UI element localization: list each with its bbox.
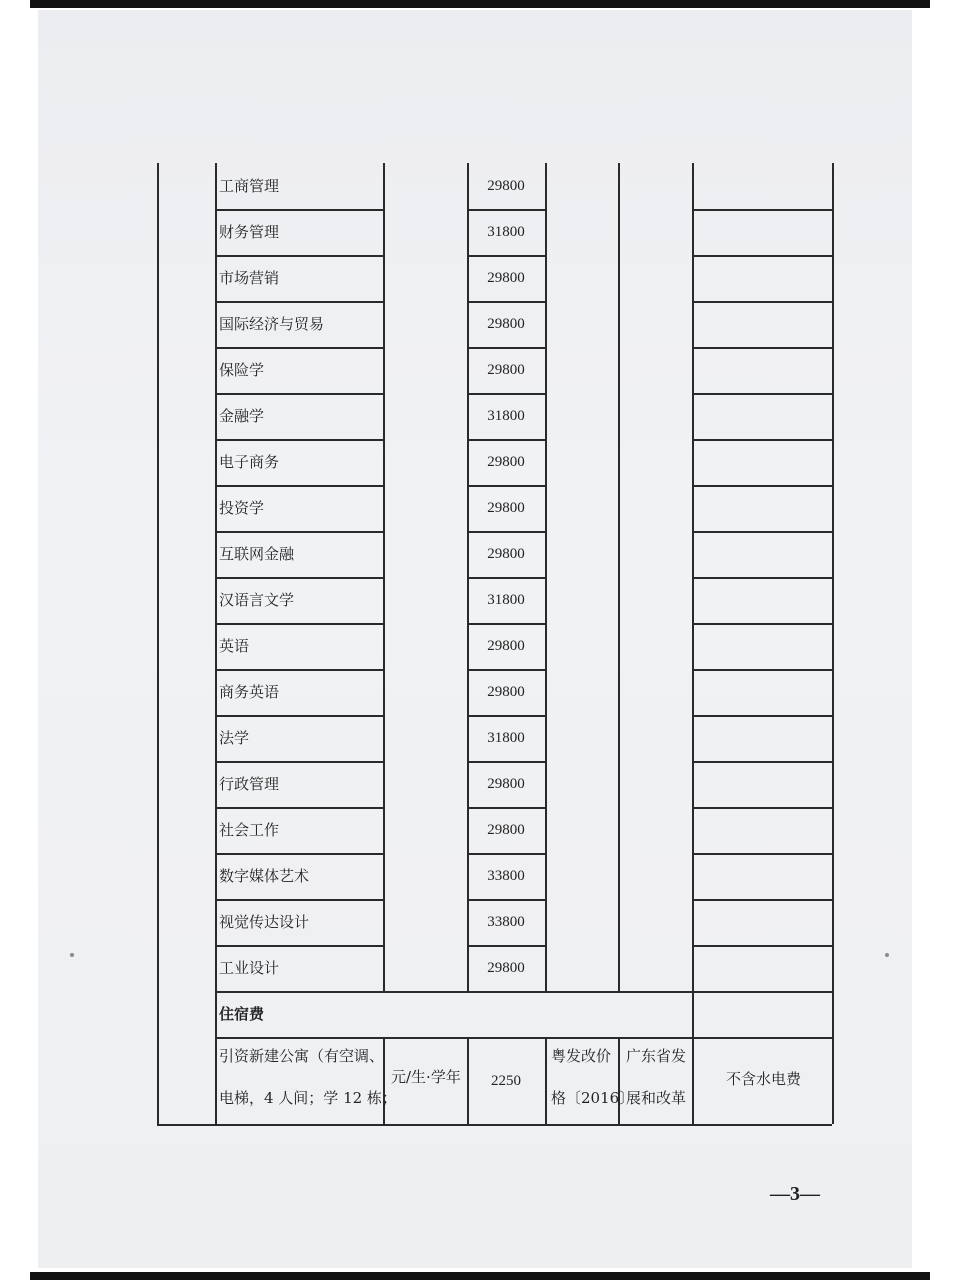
row-border xyxy=(692,301,832,303)
row-border xyxy=(215,255,383,257)
tuition-fee: 29800 xyxy=(487,546,525,562)
row-border xyxy=(215,347,383,349)
row-border xyxy=(467,853,545,855)
row-border xyxy=(215,531,383,533)
major-name: 商务英语 xyxy=(219,683,280,701)
row-border xyxy=(692,439,832,441)
major-name: 工业设计 xyxy=(219,959,280,977)
row-border xyxy=(215,945,383,947)
major-name: 汉语言文学 xyxy=(219,591,295,609)
tuition-fee: 31800 xyxy=(487,730,525,746)
row-border xyxy=(692,577,832,579)
scan-speck xyxy=(885,953,889,957)
tuition-fee: 29800 xyxy=(487,500,525,516)
row-border xyxy=(467,899,545,901)
row-border xyxy=(467,577,545,579)
row-border xyxy=(692,715,832,717)
row-border xyxy=(467,347,545,349)
tuition-fee: 29800 xyxy=(487,822,525,838)
tuition-fee: 29800 xyxy=(487,454,525,470)
major-name: 工商管理 xyxy=(219,177,280,195)
tuition-fee: 29800 xyxy=(487,362,525,378)
row-border xyxy=(467,715,545,717)
row-border xyxy=(692,669,832,671)
row-border xyxy=(467,531,545,533)
tuition-fee: 29800 xyxy=(487,316,525,332)
column-border xyxy=(618,163,620,991)
outer-left-border xyxy=(157,163,159,1124)
row-border xyxy=(467,623,545,625)
accommodation-name: 引资新建公寓（有空调、 xyxy=(219,1047,385,1065)
row-border xyxy=(467,807,545,809)
row-border xyxy=(692,899,832,901)
row-border xyxy=(467,439,545,441)
outer-right-border xyxy=(832,163,834,1124)
column-border xyxy=(215,163,217,1124)
price-basis: 格〔2016〕 xyxy=(551,1089,635,1107)
tuition-fee: 29800 xyxy=(487,684,525,700)
tuition-fee: 29800 xyxy=(487,270,525,286)
row-border xyxy=(467,301,545,303)
major-name: 互联网金融 xyxy=(219,545,295,563)
row-border xyxy=(215,485,383,487)
row-border xyxy=(467,209,545,211)
tuition-fee: 31800 xyxy=(487,408,525,424)
major-name: 法学 xyxy=(219,729,250,747)
tuition-fee: 31800 xyxy=(487,592,525,608)
column-border xyxy=(545,1037,547,1124)
fee-note: 不含水电费 xyxy=(726,1070,802,1088)
row-border xyxy=(467,393,545,395)
row-border xyxy=(467,945,545,947)
row-border xyxy=(692,623,832,625)
row-border xyxy=(692,761,832,763)
tuition-fee: 31800 xyxy=(487,224,525,240)
row-border xyxy=(692,209,832,211)
approval-authority: 广东省发 xyxy=(626,1047,687,1065)
row-border xyxy=(215,301,383,303)
major-name: 视觉传达设计 xyxy=(219,913,310,931)
row-border xyxy=(215,669,383,671)
scan-speck xyxy=(70,953,74,957)
tuition-fee: 33800 xyxy=(487,914,525,930)
row-border xyxy=(215,991,832,993)
row-border xyxy=(215,1037,832,1039)
row-border xyxy=(692,485,832,487)
scan-edge-top xyxy=(30,0,930,8)
scan-edge-bottom xyxy=(30,1272,930,1280)
major-name: 电子商务 xyxy=(219,453,280,471)
row-border xyxy=(692,945,832,947)
row-border xyxy=(692,853,832,855)
major-name: 投资学 xyxy=(219,499,265,517)
major-name: 英语 xyxy=(219,637,250,655)
row-border xyxy=(215,577,383,579)
fee-unit: 元/生·学年 xyxy=(391,1068,461,1086)
row-border xyxy=(467,485,545,487)
column-border xyxy=(383,163,385,991)
row-border xyxy=(467,669,545,671)
tuition-fee: 29800 xyxy=(487,178,525,194)
major-name: 行政管理 xyxy=(219,775,280,793)
row-border xyxy=(692,531,832,533)
accommodation-name: 电梯，4 人间；学 12 栋； xyxy=(219,1089,397,1107)
major-name: 保险学 xyxy=(219,361,265,379)
major-name: 市场营销 xyxy=(219,269,280,287)
row-border xyxy=(215,899,383,901)
row-border xyxy=(215,853,383,855)
major-name: 财务管理 xyxy=(219,223,280,241)
tuition-fee: 33800 xyxy=(487,868,525,884)
row-border xyxy=(467,255,545,257)
approval-authority: 展和改革 xyxy=(626,1089,687,1107)
row-border xyxy=(692,807,832,809)
column-border xyxy=(618,1037,620,1124)
price-basis: 粤发改价 xyxy=(551,1047,612,1065)
major-name: 金融学 xyxy=(219,407,265,425)
major-name: 社会工作 xyxy=(219,821,280,839)
row-border xyxy=(467,761,545,763)
row-border xyxy=(692,393,832,395)
row-border xyxy=(215,715,383,717)
row-border xyxy=(215,623,383,625)
row-border xyxy=(215,807,383,809)
page-number: —3— xyxy=(770,1183,820,1205)
row-border xyxy=(692,347,832,349)
row-border xyxy=(215,209,383,211)
major-name: 国际经济与贸易 xyxy=(219,315,325,333)
tuition-fee: 29800 xyxy=(487,960,525,976)
major-name: 数字媒体艺术 xyxy=(219,867,310,885)
table-bottom-border xyxy=(157,1124,832,1126)
row-border xyxy=(692,255,832,257)
accommodation-fee: 2250 xyxy=(491,1073,521,1089)
column-border xyxy=(545,163,547,991)
section-header: 住宿费 xyxy=(219,1005,265,1023)
tuition-fee: 29800 xyxy=(487,776,525,792)
row-border xyxy=(215,761,383,763)
tuition-fee: 29800 xyxy=(487,638,525,654)
row-border xyxy=(215,439,383,441)
row-border xyxy=(215,393,383,395)
column-border xyxy=(692,163,694,1124)
